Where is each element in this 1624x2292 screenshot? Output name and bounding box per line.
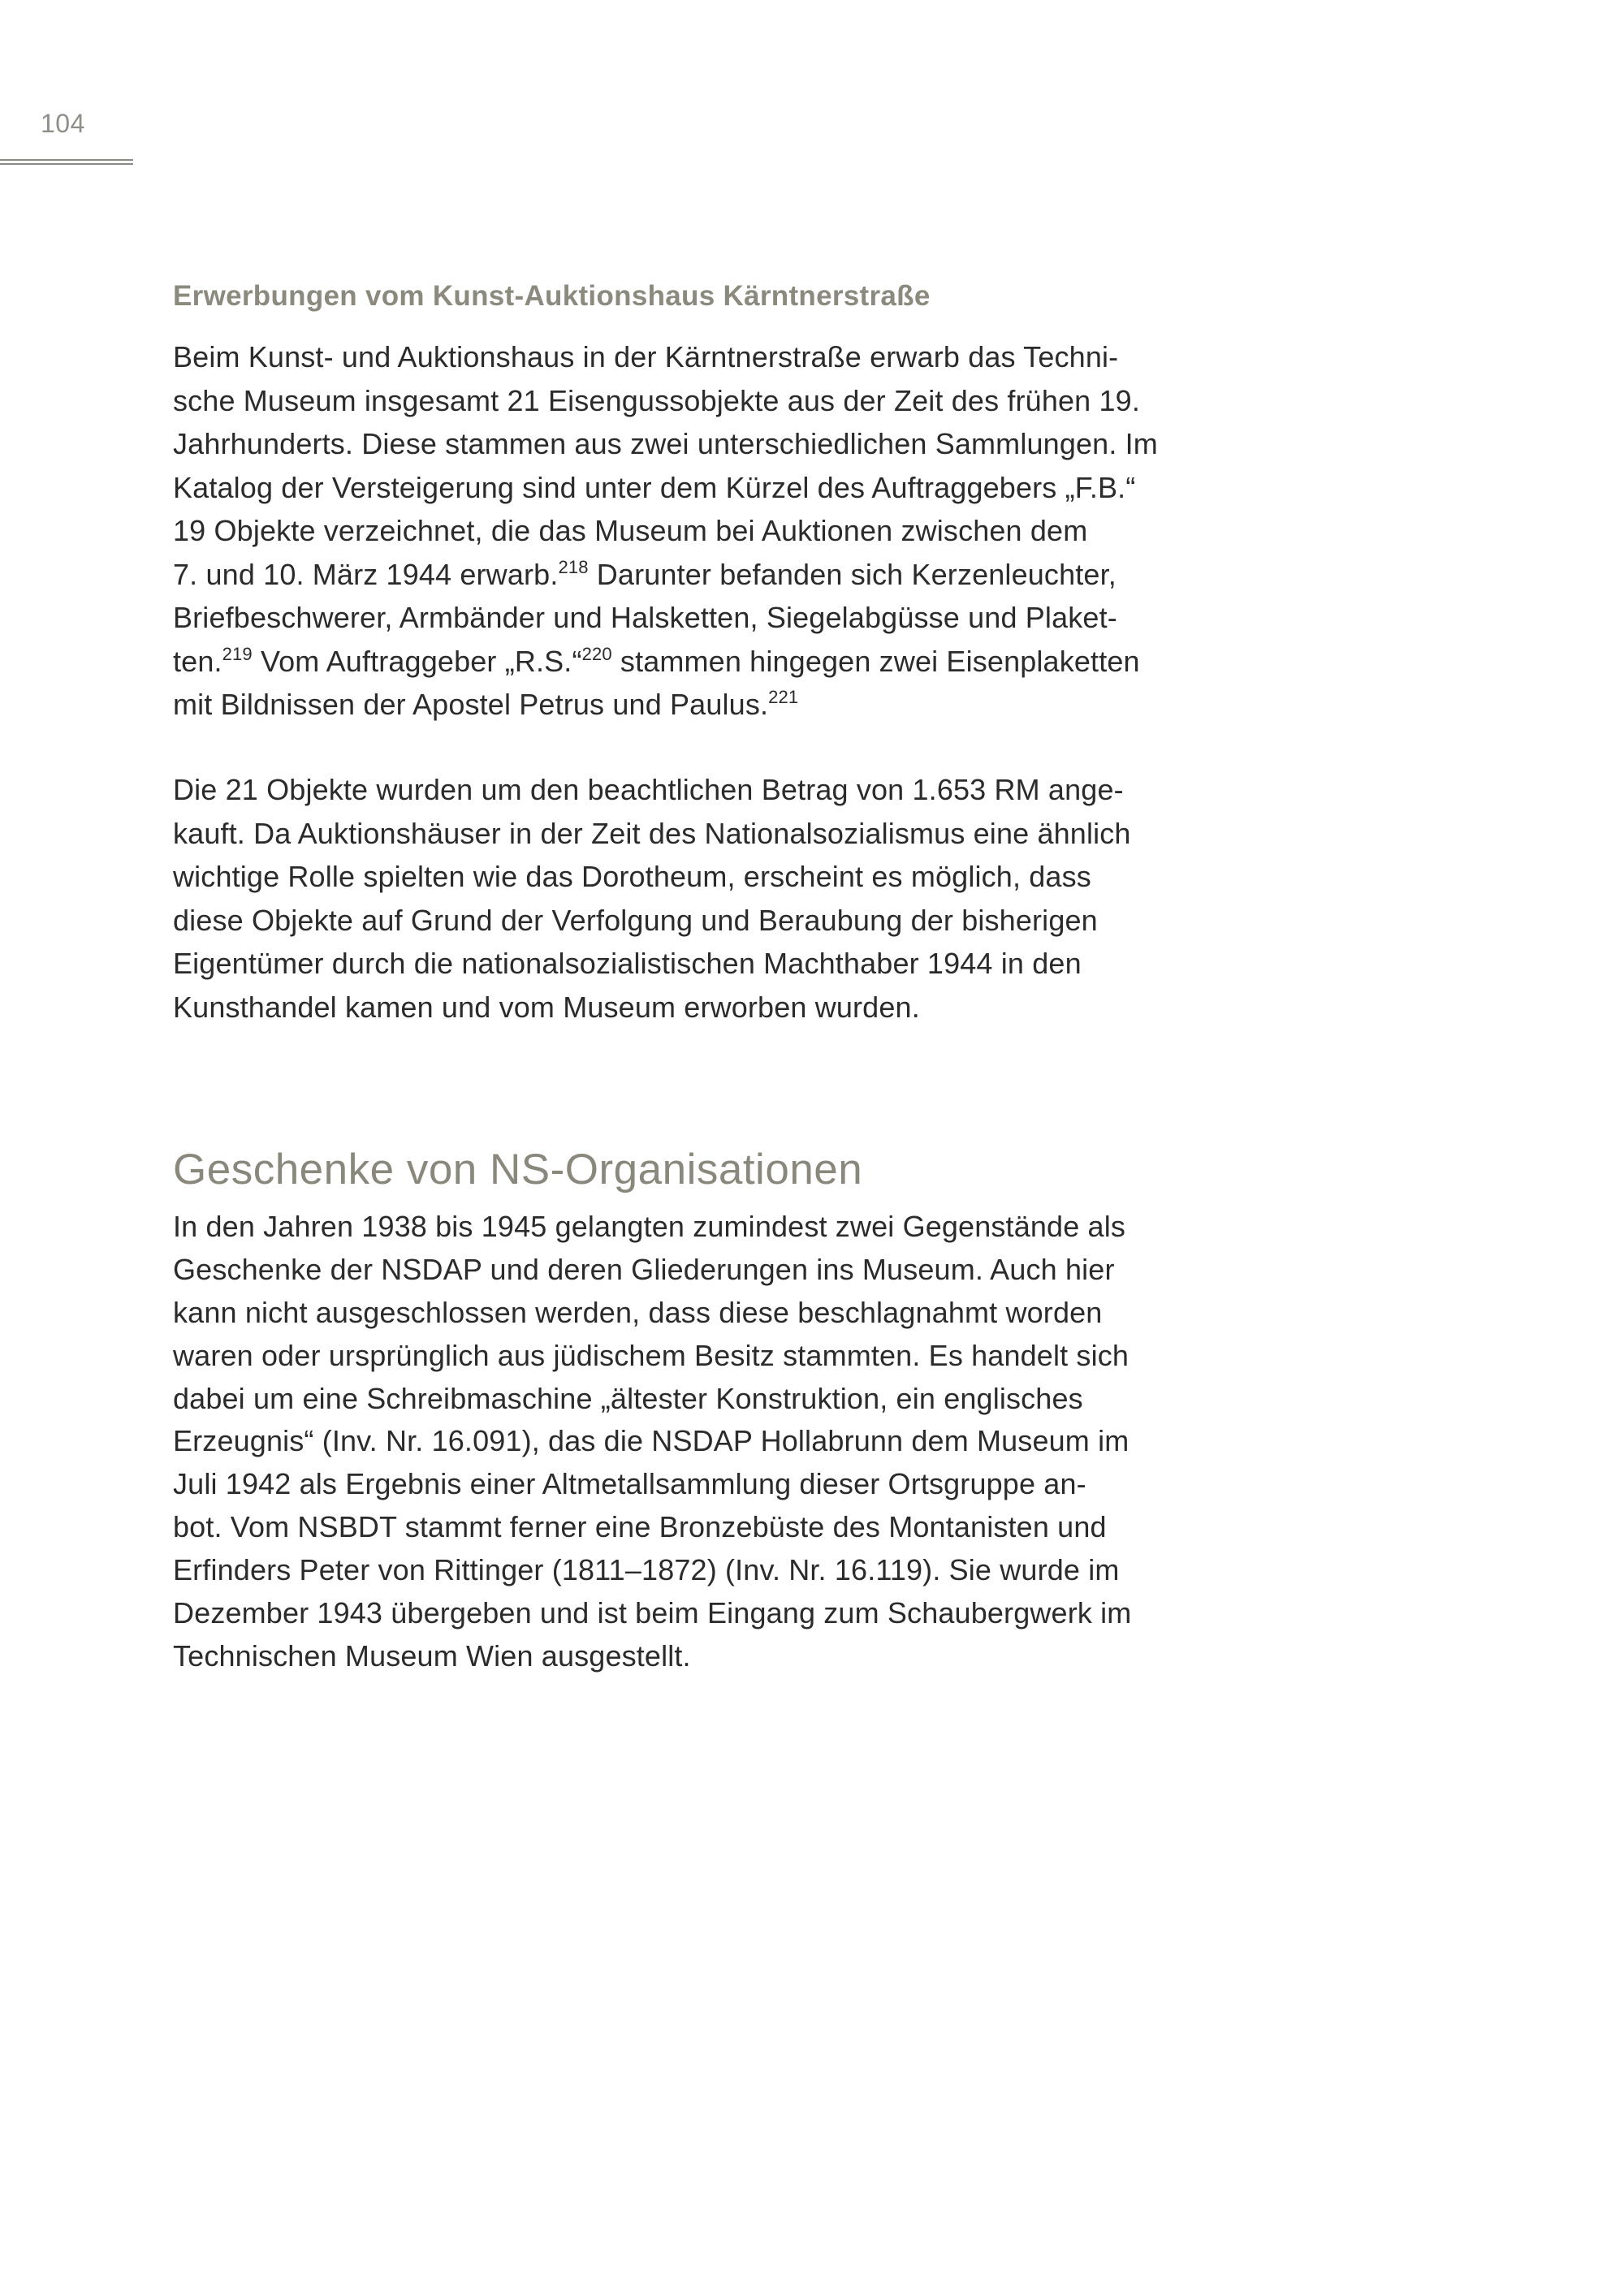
text-line: bot. Vom NSBDT stammt ferner eine Bronzebüste des Montanisten und <box>173 1510 1107 1544</box>
text-line: Juli 1942 als Ergebnis einer Altmetallsammlung dieser Ortsgruppe an- <box>173 1467 1086 1501</box>
paragraph-ns-gifts <box>173 1205 1131 1677</box>
section-heading-ns-gifts: Geschenke von NS-Organisationen <box>173 1145 863 1193</box>
text-line: waren oder ursprünglich aus jüdischem Besitz stammten. Es handelt sich <box>173 1338 1129 1372</box>
text-run: 7. und 10. März 1944 erwarb. <box>173 557 559 591</box>
text-line: dabei um eine Schreibmaschine „ältester Konstruktion, ein englisches <box>173 1381 1083 1415</box>
text-line: Erfinders Peter von Rittinger (1811–1872) (Inv. Nr. 16.119). Sie wurde im <box>173 1553 1120 1587</box>
text-line: Erzeugnis“ (Inv. Nr. 16.091), das die NSDAP Hollabrunn dem Museum im <box>173 1424 1129 1458</box>
footnote-ref-219[interactable]: 219 <box>222 643 253 664</box>
text-line <box>173 640 1158 684</box>
text-line: wichtige Rolle spielten wie das Dorotheum, erscheint es möglich, dass <box>173 860 1091 893</box>
text-line: Kunsthandel kamen und vom Museum erworben wurden. <box>173 990 920 1024</box>
text-run: stammen hingegen zwei Eisenplaketten <box>611 644 1140 678</box>
text-line: Eigentümer durch die nationalsozialistischen Machthaber 1944 in den <box>173 947 1082 980</box>
footnote-ref-220[interactable]: 220 <box>581 643 612 664</box>
text-line: In den Jahren 1938 bis 1945 gelangten zumindest zwei Gegenstände als <box>173 1210 1126 1243</box>
text-line: Jahrhunderts. Diese stammen aus zwei unterschiedlichen Sammlungen. Im <box>173 427 1158 460</box>
text-line: 19 Objekte verzeichnet, die das Museum bei Auktionen zwischen dem <box>173 514 1088 547</box>
text-run: Vom Auftraggeber „R.S.“ <box>252 644 582 678</box>
text-run: mit Bildnissen der Apostel Petrus und Paulus. <box>173 688 769 721</box>
text-line: diese Objekte auf Grund der Verfolgung und Beraubung der bisherigen <box>173 903 1098 937</box>
text-line: kann nicht ausgeschlossen werden, dass diese beschlagnahmt worden <box>173 1295 1103 1329</box>
text-line: Dezember 1943 übergeben und ist beim Eingang zum Schaubergwerk im <box>173 1596 1132 1630</box>
footnote-ref-221[interactable]: 221 <box>768 687 799 707</box>
page-number-rule <box>0 159 133 165</box>
text-line: Die 21 Objekte wurden um den beachtlichen Betrag von 1.653 RM ange- <box>173 773 1124 806</box>
text-line: Beim Kunst- und Auktionshaus in der Kärntnerstraße erwarb das Techni- <box>173 340 1119 373</box>
text-line: Briefbeschwerer, Armbänder und Halsketten, Siegelabgüsse und Plaket- <box>173 601 1117 634</box>
text-run: ten. <box>173 644 222 678</box>
text-line: Technischen Museum Wien ausgestellt. <box>173 1638 691 1673</box>
text-line <box>173 683 1158 727</box>
text-line: Katalog der Versteigerung sind unter dem Kürzel des Auftraggebers „F.B.“ <box>173 470 1136 504</box>
page-number: 104 <box>41 109 85 138</box>
text-run: Darunter befanden sich Kerzenleuchter, <box>588 557 1116 591</box>
subheading-auktionshaus: Erwerbungen vom Kunst-Auktionshaus Kärntnerstraße <box>173 280 931 312</box>
paragraph-purchase-price <box>173 768 1131 1029</box>
text-line <box>173 553 1158 597</box>
text-line: kauft. Da Auktionshäuser in der Zeit des Nationalsozialismus eine ähnlich <box>173 816 1131 850</box>
paragraph-acquisitions <box>173 335 1158 727</box>
text-line: Geschenke der NSDAP und deren Gliederungen ins Museum. Auch hier <box>173 1252 1115 1286</box>
footnote-ref-218[interactable]: 218 <box>558 556 589 577</box>
text-line: sche Museum insgesamt 21 Eisengussobjekte aus der Zeit des frühen 19. <box>173 383 1141 417</box>
